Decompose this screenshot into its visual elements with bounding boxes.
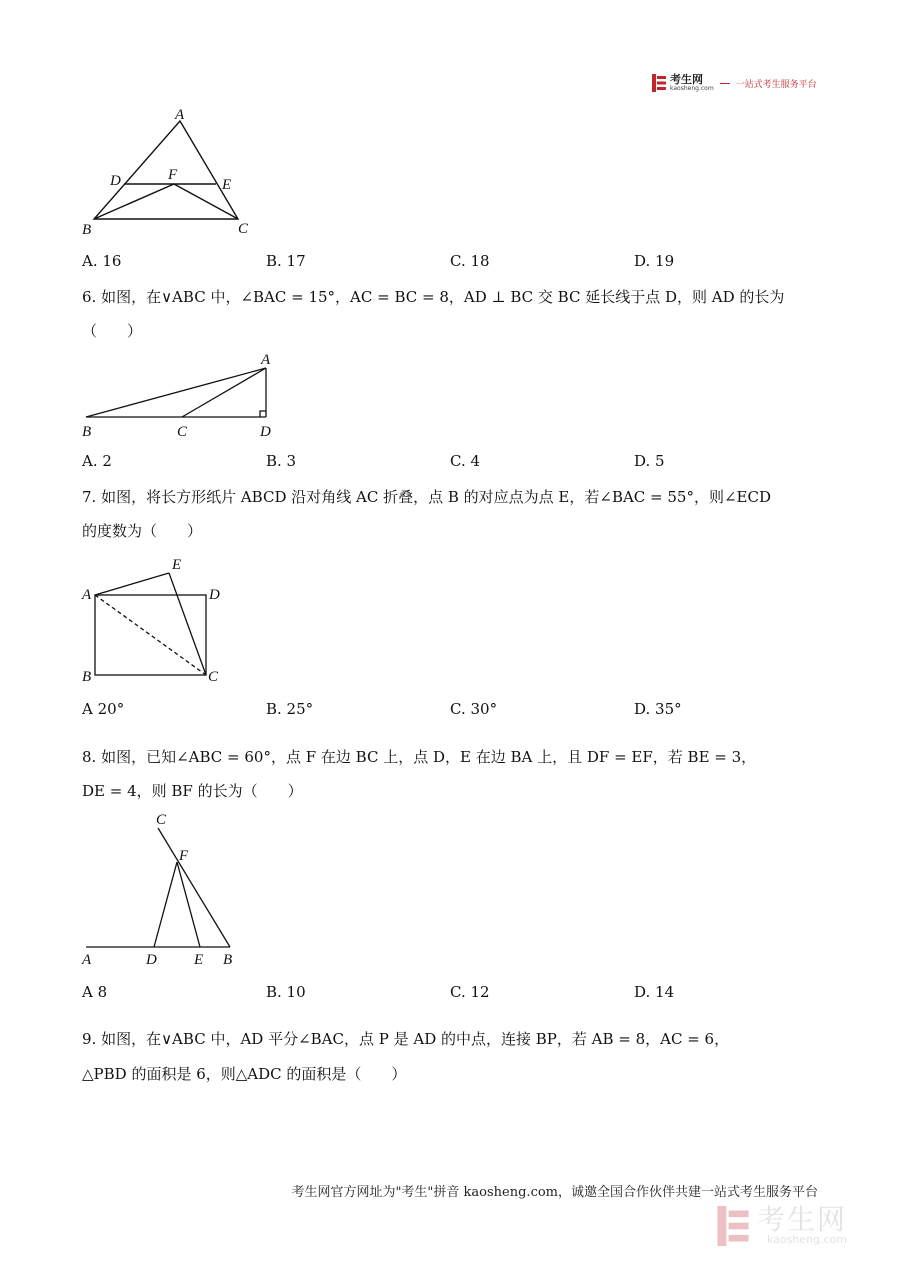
q7-label-a: A: [82, 587, 92, 603]
q6-option-b: B. 3: [266, 452, 297, 470]
q7-option-b: B. 25°: [266, 700, 314, 718]
q5-label-b: B: [82, 222, 92, 238]
q8-label-d: D: [146, 952, 157, 968]
q7-label-b: B: [82, 669, 92, 685]
q6-label-b: B: [82, 424, 92, 440]
watermark: [717, 1203, 848, 1246]
q6-figure: [78, 348, 288, 443]
q6-option-a: A. 2: [82, 452, 112, 470]
q7-segment-ec: [169, 573, 206, 675]
q9-stem-line1: 9. 如图，在∨ABC 中，AD 平分∠BAC，点 P 是 AD 的中点，连接 BP，若 AB = 8，AC = 6，: [82, 1030, 730, 1048]
q6-label-c: C: [177, 424, 188, 440]
q5-label-f: F: [168, 167, 178, 183]
brand-separator: [720, 83, 730, 84]
q7-label-c: C: [208, 669, 219, 685]
brand-domain: kaosheng.com: [670, 85, 714, 92]
q7-rectangle-abcd: [95, 595, 206, 675]
kaosheng-logo-icon: [652, 74, 666, 92]
q8-option-a: A 8: [82, 983, 108, 1001]
q7-option-a: A 20°: [82, 700, 125, 718]
header-brand: [652, 72, 817, 94]
q8-segment-fd: [154, 862, 177, 947]
q7-stem-line2: 的度数为（ ）: [82, 522, 203, 540]
q7-option-d: D. 35°: [634, 700, 682, 718]
brand-name: 考生网: [670, 73, 703, 86]
q8-segment-fe: [177, 862, 200, 947]
q6-right-angle-mark: [260, 411, 266, 417]
q6-label-d: D: [260, 424, 271, 440]
q5-figure: [80, 105, 260, 240]
q8-option-b: B. 10: [266, 983, 306, 1001]
q7-label-e: E: [172, 557, 182, 573]
q5-segment-bf: [94, 184, 174, 219]
q8-stem-line2: DE = 4，则 BF 的长为（ ）: [82, 782, 303, 800]
q8-label-f: F: [179, 848, 189, 864]
q6-stem-line2: （ ）: [82, 322, 143, 340]
q5-option-b: B. 17: [266, 252, 306, 270]
q5-option-a: A. 16: [82, 252, 122, 270]
q8-label-c: C: [156, 812, 167, 828]
watermark-name: 考生网: [757, 1203, 848, 1236]
q8-stem-line1: 8. 如图，已知∠ABC = 60°，点 F 在边 BC 上，点 D，E 在边 BA 上，且 DF = EF，若 BE = 3，: [82, 748, 757, 766]
q6-segment-ba: [86, 368, 266, 417]
q6-option-c: C. 4: [450, 452, 481, 470]
watermark-domain: kaosheng.com: [766, 1233, 848, 1246]
q5-label-e: E: [222, 177, 232, 193]
q8-ray-bc: [158, 828, 230, 947]
q8-label-a: A: [82, 952, 92, 968]
q8-label-e: E: [194, 952, 204, 968]
q6-label-a: A: [261, 352, 271, 368]
footer-text: 考生网官方网址为"考生"拼音 kaosheng.com，诚邀全国合作伙伴共建一站式考生服务平台: [291, 1185, 818, 1200]
q8-figure: [78, 808, 248, 968]
q7-option-c: C. 30°: [450, 700, 498, 718]
q9-stem-line2: △PBD 的面积是 6，则△ADC 的面积是（ ）: [82, 1065, 407, 1083]
q8-option-d: D. 14: [634, 983, 675, 1001]
q6-stem-line1: 6. 如图，在∨ABC 中，∠BAC = 15°，AC = BC = 8，AD ⊥ BC 交 BC 延长线于点 D，则 AD 的长为: [82, 288, 785, 306]
q5-option-c: C. 18: [450, 252, 490, 270]
q7-stem-line1: 7. 如图，将长方形纸片 ABCD 沿对角线 AC 折叠，点 B 的对应点为点 E，若∠BAC = 55°，则∠ECD: [82, 488, 771, 506]
q5-label-d: D: [110, 173, 121, 189]
watermark-logo-icon: [717, 1206, 749, 1246]
brand-slogan: 一站式考生服务平台: [735, 79, 817, 90]
q7-figure: [78, 553, 238, 685]
q7-label-d: D: [209, 587, 220, 603]
q5-label-a: A: [175, 107, 185, 123]
q5-triangle-abc: [94, 121, 238, 219]
q6-segment-ca: [182, 368, 266, 417]
q8-label-b: B: [223, 952, 233, 968]
q7-segment-ae: [95, 573, 169, 595]
q8-option-c: C. 12: [450, 983, 490, 1001]
q6-option-d: D. 5: [634, 452, 665, 470]
q5-label-c: C: [238, 221, 249, 237]
brand-text: [670, 74, 714, 92]
q7-diagonal-ac: [95, 595, 206, 675]
q5-option-d: D. 19: [634, 252, 675, 270]
